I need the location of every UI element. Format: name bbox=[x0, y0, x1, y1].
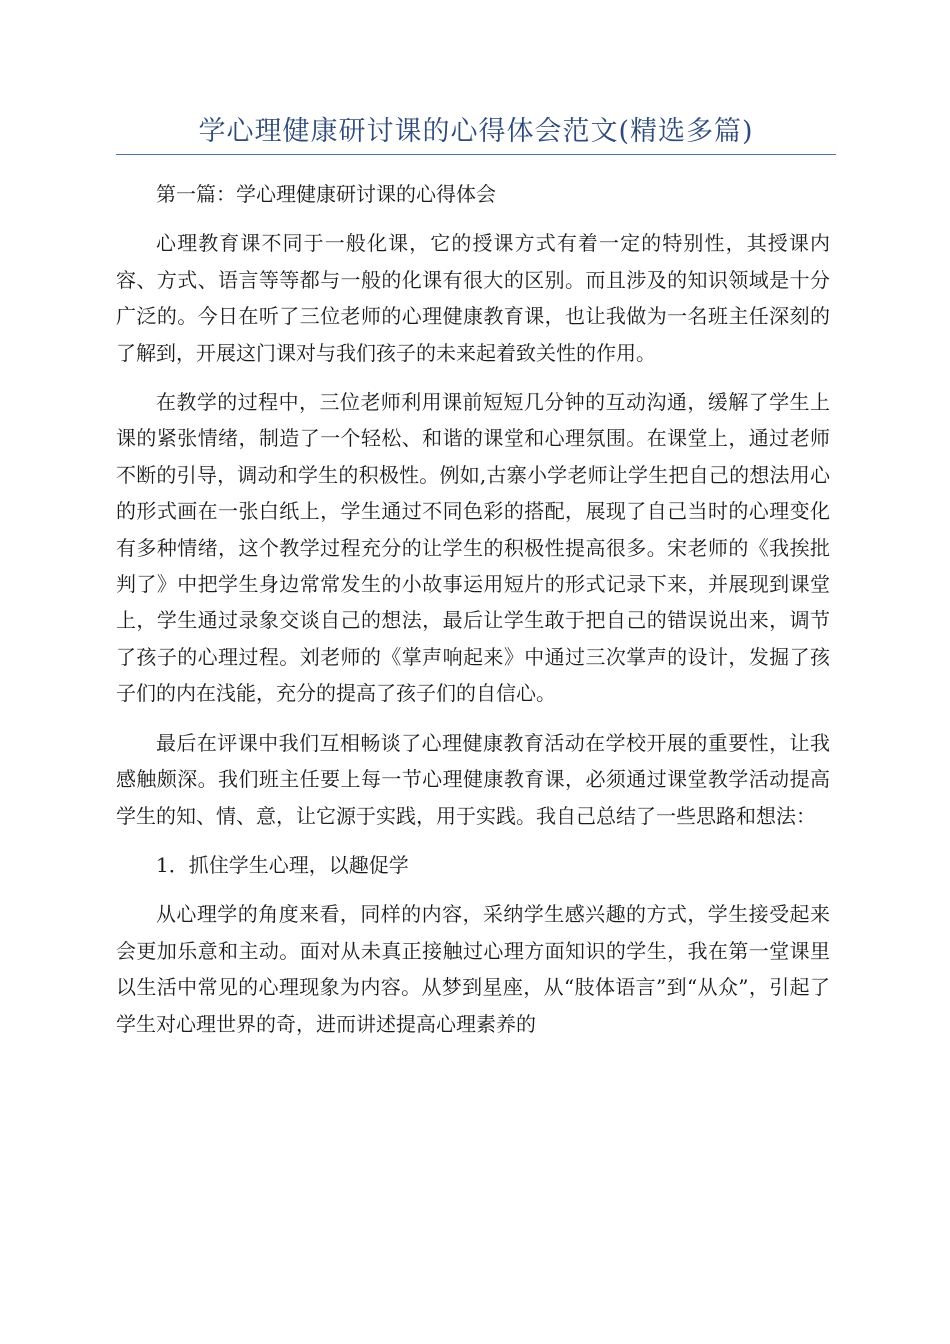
document-title: 学心理健康研讨课的心得体会范文(精选多篇) bbox=[198, 116, 754, 147]
paragraph-3: 最后在评课中我们互相畅谈了心理健康教育活动在学校开展的重要性，让我感触颇深。我们班主任要上每一节心理健康教育课，必须通过课堂教学活动提高学生的知、情、意，让它源于实践，用于实践。我自己总结了一些思路和想法： bbox=[116, 730, 830, 828]
title-underline bbox=[116, 154, 836, 155]
list-item-heading: 1．抓住学生心理，以趣促学 bbox=[156, 852, 409, 877]
paragraph-2: 在教学的过程中，三位老师利用课前短短几分钟的互动沟通，缓解了学生上课的紧张情绪，制造了一个轻松、和谐的课堂和心理氛围。在课堂上，通过老师不断的引导，调动和学生的积极性。例如,古寨小学老师让学生把自己的想法用心的形式画在一张白纸上，学生通过不同色彩的搭配，展现了自己当时的心理变化有多种情绪，这个教学过程充分的让学生的积极性提高很多。宋老师的《我挨批判了》中把学生身边常常发生的小故事运用短片的形式记录下来，并展现到课堂上，学生通过录象交谈自己的想法，最后让学生敢于把自己的错误说出来，调节了孩子的心理过程。刘老师的《掌声响起来》中通过三次掌声的设计，发掘了孩子们的内在浅能，充分的提高了孩子们的自信心。 bbox=[116, 390, 830, 706]
paragraph-4: 从心理学的角度来看，同样的内容，采纳学生感兴趣的方式，学生接受起来会更加乐意和主动。面对从未真正接触过心理方面知识的学生，我在第一堂课里以生活中常见的心理现象为内容。从梦到星座，从“肢体语言”到“从众”，引起了学生对心理世界的奇，进而讲述提高心理素养的 bbox=[116, 902, 830, 1036]
paragraph-1: 心理教育课不同于一般化课，它的授课方式有着一定的特别性，其授课内容、方式、语言等等都与一般的化课有很大的区别。而且涉及的知识领域是十分广泛的。今日在听了三位老师的心理健康教育课，也让我做为一名班主任深刻的了解到，开展这门课对与我们孩子的未来起着致关性的作用。 bbox=[116, 231, 830, 365]
document-body bbox=[116, 176, 830, 1055]
section-heading: 第一篇：学心理健康研讨课的心得体会 bbox=[156, 182, 496, 206]
